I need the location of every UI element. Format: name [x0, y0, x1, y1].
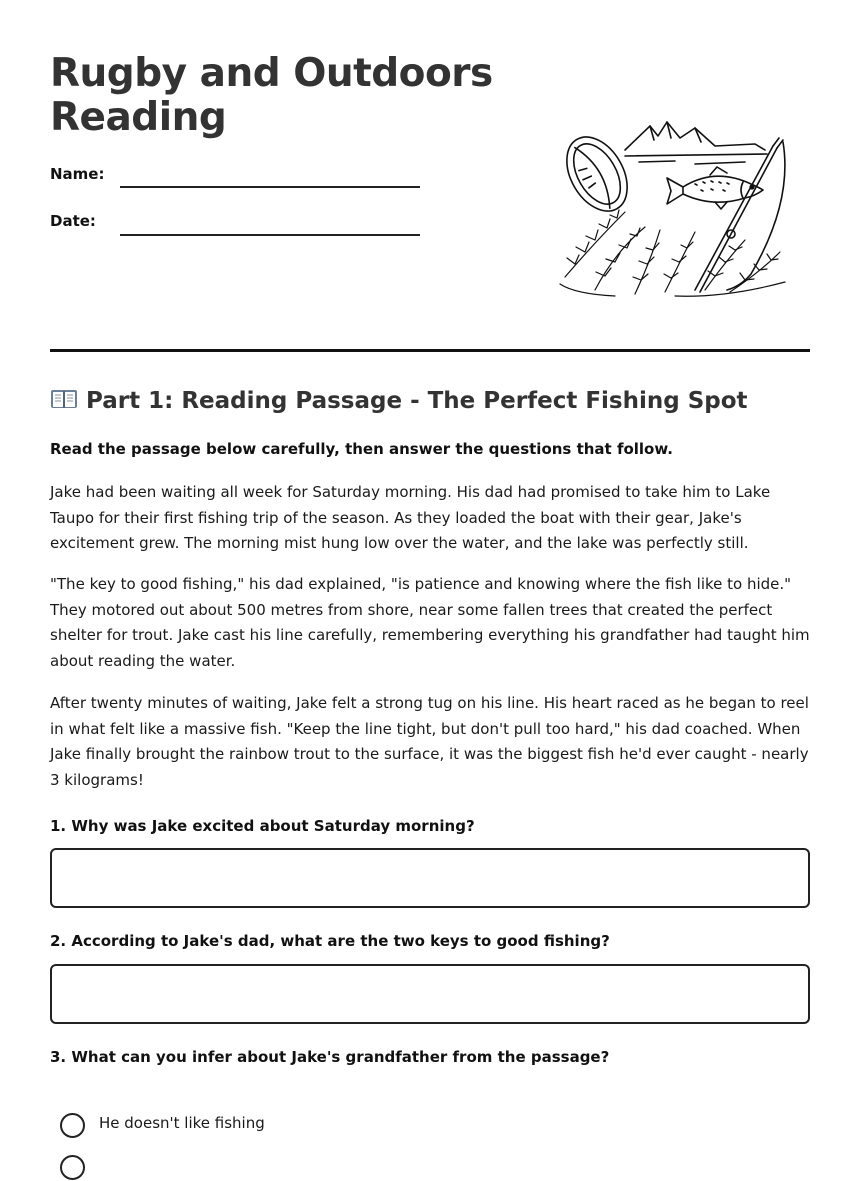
passage-paragraph-3: After twenty minutes of waiting, Jake felt a strong tug on his line. His heart raced as he began to reel in what felt like a massive fish. "Keep the line tight, but don't pull too hard," his dad coached. When Jake finally brought the rainbow trout to the surface, it was the biggest fish he'd ever caught - nearly 3 kilograms! [50, 694, 809, 790]
instructions: Read the passage below carefully, then answer the questions that follow. [50, 440, 673, 458]
radio-button[interactable] [60, 1155, 85, 1180]
passage-paragraph-2: "The key to good fishing," his dad explained, "is patience and knowing where the fish like to hide." They motored out about 500 metres from shore, near some fallen trees that created the perfect shelter for trout. Jake cast his line carefully, remembering everything his grandfather had taught him about reading the water. [50, 575, 810, 671]
part1-title-text: Part 1: Reading Passage - The Perfect Fishing Spot [86, 388, 748, 414]
name-line[interactable] [120, 186, 420, 188]
question-3-option-1[interactable] [60, 1113, 560, 1139]
radio-button[interactable] [60, 1113, 85, 1138]
option-label: He doesn't like fishing [99, 1114, 265, 1132]
answer-box-2[interactable] [50, 964, 810, 1024]
part1-title [50, 388, 748, 414]
date-field-row [50, 212, 430, 236]
page-title: Rugby and Outdoors Reading [50, 51, 493, 140]
outdoors-illustration [555, 112, 790, 297]
answer-box-1[interactable] [50, 848, 810, 908]
date-line[interactable] [120, 234, 420, 236]
header-divider [50, 349, 810, 352]
question-3: 3. What can you infer about Jake's grandfather from the passage? [50, 1048, 610, 1066]
mountains-icon [625, 122, 767, 164]
name-field-row [50, 165, 430, 189]
passage-paragraph-1: Jake had been waiting all week for Saturday morning. His dad had promised to take him to Lake Taupo for their first fishing trip of the season. As they loaded the boat with their gear, Jake's excitement grew. The morning mist hung low over the water, and the lake was perfectly still. [50, 483, 771, 553]
fern-icon [560, 210, 785, 296]
book-icon [50, 388, 78, 410]
name-label: Name: [50, 165, 105, 183]
rugby-ball-icon [555, 126, 640, 221]
question-3-option-2[interactable] [60, 1155, 560, 1181]
fishing-rod-icon [695, 138, 785, 292]
question-2: 2. According to Jake's dad, what are the two keys to good fishing? [50, 932, 610, 950]
date-label: Date: [50, 212, 96, 230]
question-1: 1. Why was Jake excited about Saturday morning? [50, 817, 475, 835]
